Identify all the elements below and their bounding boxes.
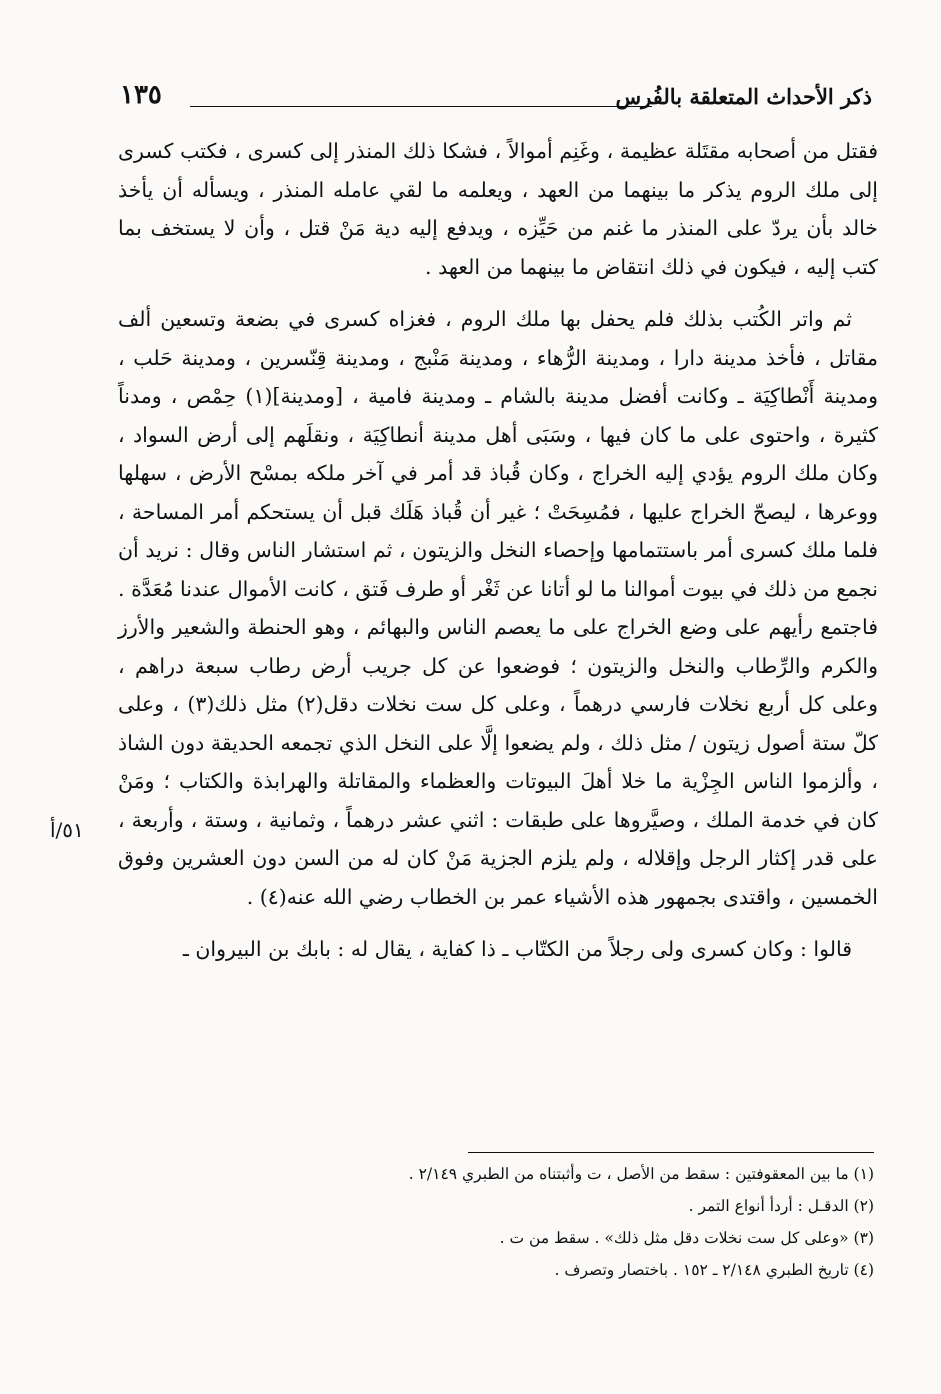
- footnote-3: (٣) «وعلى كل ست نخلات دقل مثل ذلك» . سقط من ت .: [499, 1229, 874, 1247]
- page-number: ١٣٥: [120, 80, 162, 110]
- footnote-2: (٢) الدقـل : أردأ أنواع التمر .: [688, 1197, 874, 1215]
- running-title: ذكر الأحداث المتعلقة بالفُرس: [615, 84, 872, 109]
- footnotes: [300, 1158, 874, 1286]
- footnote-1: (١) ما بين المعقوفتين : سقط من الأصل ، ت وأثبتناه من الطبري ٢/١٤٩ .: [408, 1165, 874, 1183]
- footnote-rule: [468, 1152, 874, 1153]
- paragraph-3: قالوا : وكان كسرى ولى رجلاً من الكتّاب ـ ذا كفاية ، يقال له : بابك بن البيروان ـ: [182, 937, 852, 961]
- paragraph-1: فقتل من أصحابه مقتَلة عظيمة ، وغَنِم أموالاً ، فشكا ذلك المنذر إلى كسرى ، فكتب كسرى إلى ملك الروم يذكر ما بينهما من العهد ، ويعلمه ما لقي عامله المنذر ، ويسأله أن يأخذ خالد بأن يردّ على المنذر ما غنم من حَيِّزه ، ويدفع إليه دية مَنْ قتل ، وأن لا يستخف بما كتب إليه ، فيكون في ذلك انتقاض ما بينهما من العهد .: [118, 139, 878, 279]
- paragraph-2: ثم واتر الكُتب بذلك فلم يحفل بها ملك الروم ، فغزاه كسرى في بضعة وتسعين ألف مقاتل ، فأخذ مدينة دارا ، ومدينة الرُّهاء ، ومدينة مَنْبج ، ومدينة قِنّسرين ، ومدينة حَلب ، ومدينة أَنْطاكِيَة ـ وكانت أفضل مدينة بالشام ـ ومدينة فامية ، [ومدينة](١) حِمْص ، ومدناً كثيرة ، واحتوى على ما كان فيها ، وسَبَى أهل مدينة أنطاكِيَة ، ونقلَهم إلى أرض السواد ، وكان ملك الروم يؤدي إليه الخراج ، وكان قُباذ قد أمر في آخر ملكه بمسْح الأرض ، سهلها ووعرها ، ليصحّ الخراج عليها ، فمُسِحَتْ ؛ غير أن قُباذ هَلَك قبل أن يستحكم أمر المساحة ، فلما ملك كسرى أمر باستتمامها وإحصاء النخل والزيتون ، ثم استشار الناس وقال : نريد أن نجمع من ذلك في بيوت أموالنا ما لو أتانا عن ثَغْر أو طرف فَتق ، كانت الأموال عندنا مُعَدَّة . فاجتمع رأيهم على وضع الخراج على ما يعصم الناس والبهائم ، وهو الحنطة والشعير والأرز والكرم والرِّطاب والنخل والزيتون ؛ فوضعوا عن كل جريب أرض رطاب سبعة دراهم ، وعلى كل أربع نخلات فارسي درهماً ، وعلى كل ست نخلات دقل(٢) مثل ذلك(٣) ، وعلى كلّ ستة أصول زيتون / مثل ذلك ، ولم يضعوا إلَّا على النخل الذي تجمعه الحديقة دون الشاذ ، وألزموا الناس الجِزْية ما خلا أهلَ البيوتات والعظماء والمقاتلة والهرابذة والكتاب ؛ ومَنْ كان في خدمة الملك ، وصيَّروها على طبقات : اثني عشر درهماً ، وثمانية ، وستة ، وأربعة ، على قدر إكثار الرجل وإقلاله ، ولم يلزم الجزية مَنْ كان له من السن دون العشرين وفوق الخمسين ، واقتدى بجمهور هذه الأشياء عمر بن الخطاب رضي الله عنه(٤) .: [118, 307, 878, 909]
- footnote-4: (٤) تاريخ الطبري ٢/١٤٨ ـ ١٥٢ . باختصار وتصرف .: [554, 1261, 874, 1279]
- header-rule: [190, 106, 652, 107]
- body-text: [118, 132, 878, 969]
- manuscript-folio-marker: ٥١/أ: [50, 818, 84, 842]
- page-header: [120, 80, 872, 120]
